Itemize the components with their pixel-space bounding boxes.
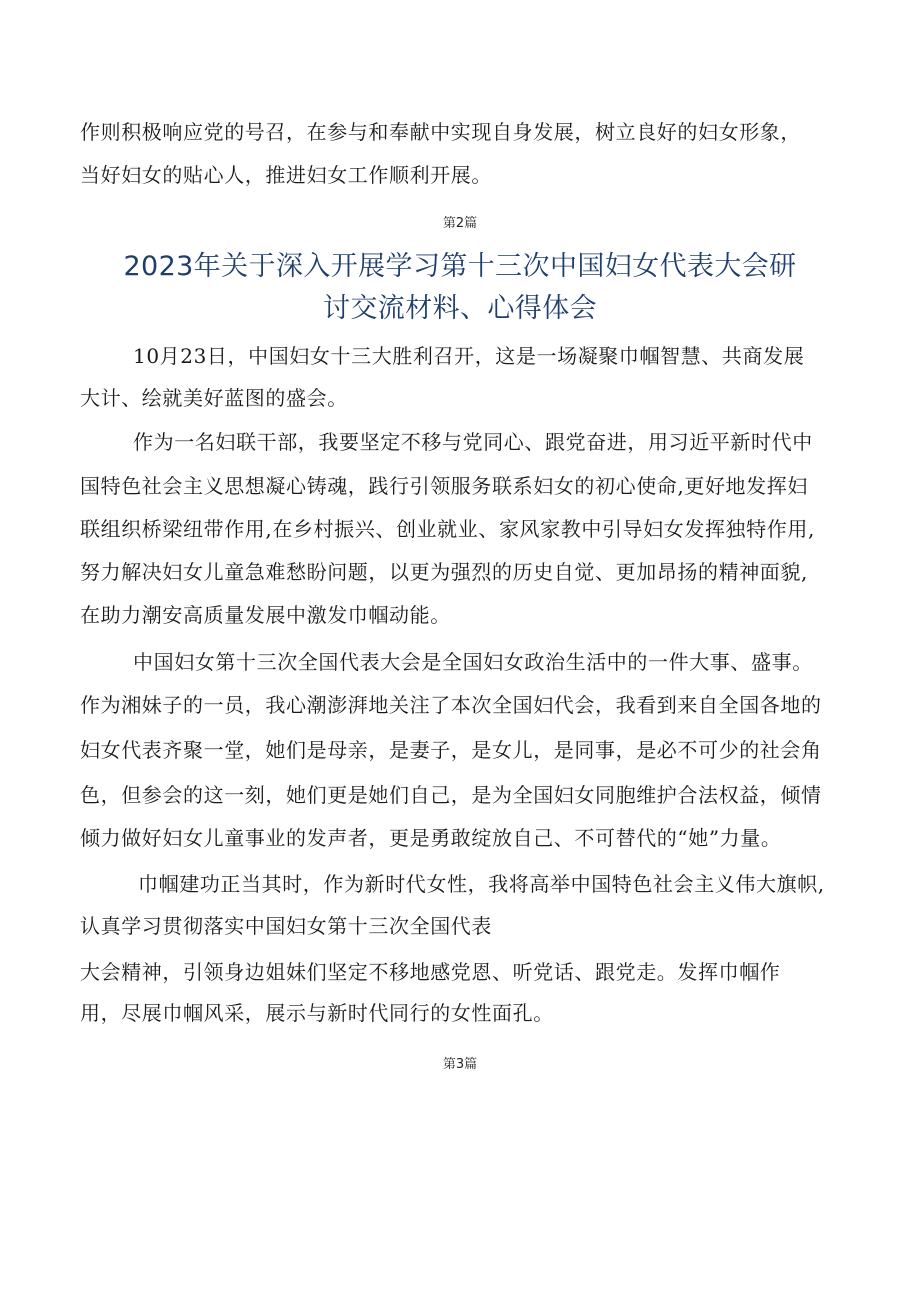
intro-line-2: 当好妇女的贴心人，推进妇女工作顺利开展。 <box>80 163 492 187</box>
intro-line-1: 作则积极响应党的号召，在参与和奉献中实现自身发展，树立良好的妇女形象， <box>80 120 801 144</box>
paragraph-2-line-1: 作为一名妇联干部，我要坚定不移与党同心、跟党奋进，用习近平新时代中 <box>133 430 813 454</box>
paragraph-4-line-2: 认真学习贯彻落实中国妇女第十三次全国代表 <box>80 914 492 938</box>
section-3-label: 第3篇 <box>442 1057 478 1072</box>
paragraph-3-line-2: 作为湘妹子的一员，我心潮澎湃地关注了本次全国妇代会，我看到来自全国各地的 <box>80 693 822 717</box>
paragraph-4-line-3: 大会精神，引领身边姐妹们坚定不移地感党恩、听党话、跟党走。发挥巾帼作 <box>80 960 781 984</box>
paragraph-4-line-4: 用，尽展巾帼风采，展示与新时代同行的女性面孔。 <box>80 1001 554 1025</box>
paragraph-2-line-3: 联组织桥梁纽带作用,在乡村振兴、创业就业、家风家教中引导妇女发挥独特作用, <box>80 517 815 541</box>
section-2-label: 第2篇 <box>442 216 478 231</box>
paragraph-2-line-2: 国特色社会主义思想凝心铸魂，践行引领服务联系妇女的初心使命,更好地发挥妇 <box>80 474 808 498</box>
section-2-title-line-2: 讨交流材料、心得体会 <box>323 293 597 324</box>
paragraph-1-line-1: 10月23日，中国妇女十三大胜利召开，这是一场凝聚巾帼智慧、共商发展 <box>133 344 805 368</box>
paragraph-3-line-5: 倾力做好妇女儿童事业的发声者，更是勇敢绽放自己、不可替代的“她”力量。 <box>80 826 782 850</box>
paragraph-3-line-3: 妇女代表齐聚一堂，她们是母亲，是妻子，是女儿，是同事，是必不可少的社会角 <box>80 738 822 762</box>
paragraph-2-line-5: 在助力潮安高质量发展中激发巾帼动能。 <box>80 603 451 627</box>
paragraph-3-line-1: 中国妇女第十三次全国代表大会是全国妇女政治生活中的一件大事、盛事。 <box>133 650 813 674</box>
paragraph-2-line-4: 努力解决妇女儿童急难愁盼问题，以更为强烈的历史自觉、更加昂扬的精神面貌, <box>80 560 808 584</box>
paragraph-3-line-4: 色，但参会的这一刻，她们更是她们自己，是为全国妇女同胞维护合法权益，倾情 <box>80 783 822 807</box>
paragraph-1-line-2: 大计、绘就美好蓝图的盛会。 <box>80 386 348 410</box>
section-2-title-line-1: 2023年关于深入开展学习第十三次中国妇女代表大会研 <box>123 251 797 282</box>
paragraph-4-line-1: 巾帼建功正当其时，作为新时代女性，我将高举中国特色社会主义伟大旗帜, <box>138 872 825 896</box>
